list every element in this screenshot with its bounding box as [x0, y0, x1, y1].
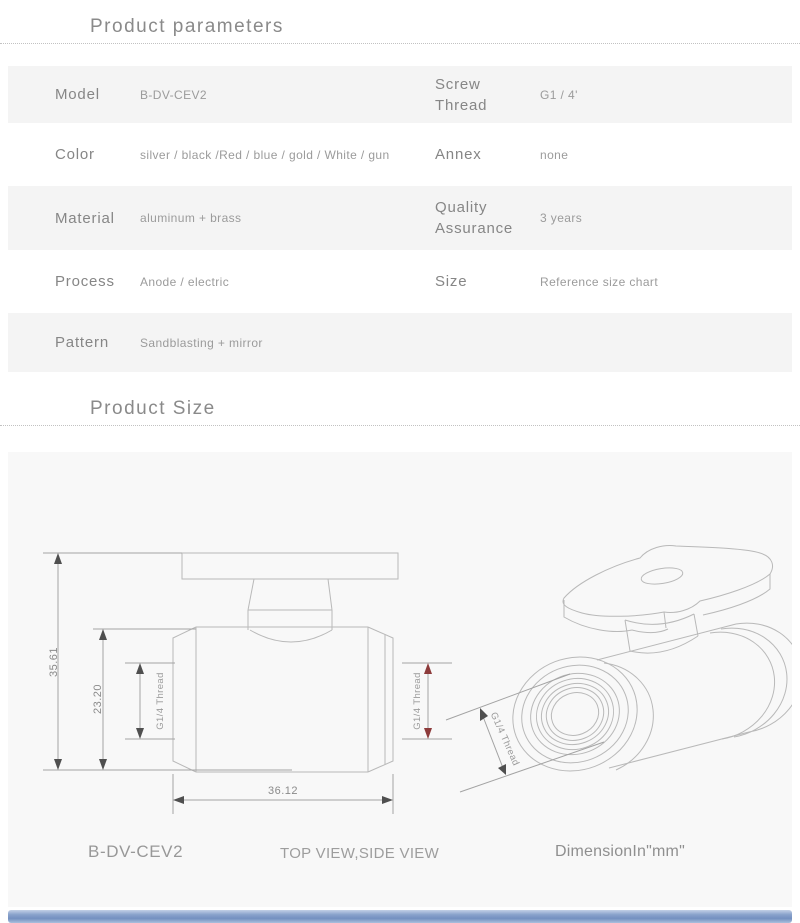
- product-size-title: Product Size: [90, 398, 216, 419]
- table-row: [8, 66, 792, 123]
- table-row: [8, 186, 792, 250]
- product-parameters-title: Product parameters: [90, 16, 284, 37]
- dimension-arrow: [54, 553, 62, 564]
- dimension-label-body-height: 23.20: [92, 683, 104, 715]
- param-label: Screw Thread: [435, 75, 488, 114]
- param-value: none: [540, 147, 569, 162]
- dimension-line: [446, 674, 604, 792]
- parameters-table: [0, 66, 800, 372]
- orthographic-view-drawing: [43, 553, 452, 814]
- iso-thread-ring: [526, 667, 624, 760]
- param-value: G1 / 4': [540, 87, 578, 102]
- param-label: Pattern: [55, 334, 109, 351]
- dimension-line: [93, 629, 196, 767]
- dimension-arrow: [99, 759, 107, 770]
- size-diagram: [8, 452, 792, 907]
- dimension-line: [402, 663, 452, 739]
- param-value: 3 years: [540, 211, 583, 225]
- param-label: Size: [435, 273, 468, 290]
- bottom-accent-bar: [8, 910, 792, 923]
- technical-drawing: [8, 452, 792, 907]
- dimension-arrow: [173, 796, 184, 804]
- caption-views: TOP VIEW,SIDE VIEW: [280, 845, 440, 862]
- dimension-arrow: [136, 663, 144, 674]
- dimension-line: [125, 663, 175, 739]
- valve-body-shape: [196, 627, 368, 772]
- param-label: Quality Assurance: [435, 199, 514, 237]
- divider: [0, 43, 800, 44]
- param-value: Sandblasting + mirror: [140, 335, 263, 350]
- isometric-view-drawing: [446, 546, 792, 793]
- param-value: aluminum + brass: [140, 211, 242, 225]
- dimension-arrow: [424, 663, 432, 674]
- caption-unit: DimensionIn"mm": [555, 843, 685, 860]
- thread-label-left: G1/4 Thread: [155, 672, 166, 730]
- valve-stem-shape: [248, 579, 332, 610]
- divider: [0, 425, 800, 426]
- valve-left-cap: [173, 627, 196, 772]
- iso-body-silhouette: [597, 624, 749, 768]
- param-label: Material: [55, 209, 115, 227]
- iso-stem-shape: [625, 614, 698, 653]
- valve-handle-shape: [182, 553, 398, 579]
- dimension-arrow: [99, 629, 107, 640]
- table-row: [8, 123, 792, 186]
- valve-boss-arc: [250, 630, 332, 642]
- dimension-arrow: [136, 728, 144, 739]
- iso-body-collar-ring: [604, 663, 653, 770]
- param-value: Reference size chart: [540, 274, 659, 289]
- thread-label-iso: G1/4 Thread: [487, 710, 522, 768]
- param-label: Annex: [435, 146, 482, 163]
- param-value: silver / black /Red / blue / gold / White / gun: [140, 147, 390, 162]
- table-row: [8, 313, 792, 372]
- param-label: Color: [55, 146, 95, 163]
- iso-handle-shape: [563, 546, 773, 617]
- iso-thread-ring: [519, 661, 632, 768]
- valve-right-cap: [368, 627, 393, 772]
- thread-label-right: G1/4 Thread: [412, 672, 423, 730]
- iso-front-rim: [507, 650, 642, 778]
- iso-thread-ring: [539, 679, 612, 748]
- iso-handle-hole: [640, 565, 684, 586]
- iso-body-endcap: [710, 623, 792, 739]
- dimension-label-body-width: 36.12: [267, 785, 299, 797]
- param-value: B-DV-CEV2: [140, 87, 207, 102]
- caption-model: B-DV-CEV2: [88, 842, 184, 861]
- param-label: Model: [55, 86, 100, 103]
- dimension-arrow: [424, 728, 432, 739]
- dimension-line: [43, 553, 292, 770]
- param-label: Process: [55, 273, 115, 290]
- param-value: Anode / electric: [140, 274, 230, 289]
- iso-front-face: [496, 639, 654, 789]
- dimension-arrow: [54, 759, 62, 770]
- dimension-label-total-height: 35.61: [48, 646, 60, 678]
- table-row: [8, 250, 792, 313]
- dimension-arrow: [382, 796, 393, 804]
